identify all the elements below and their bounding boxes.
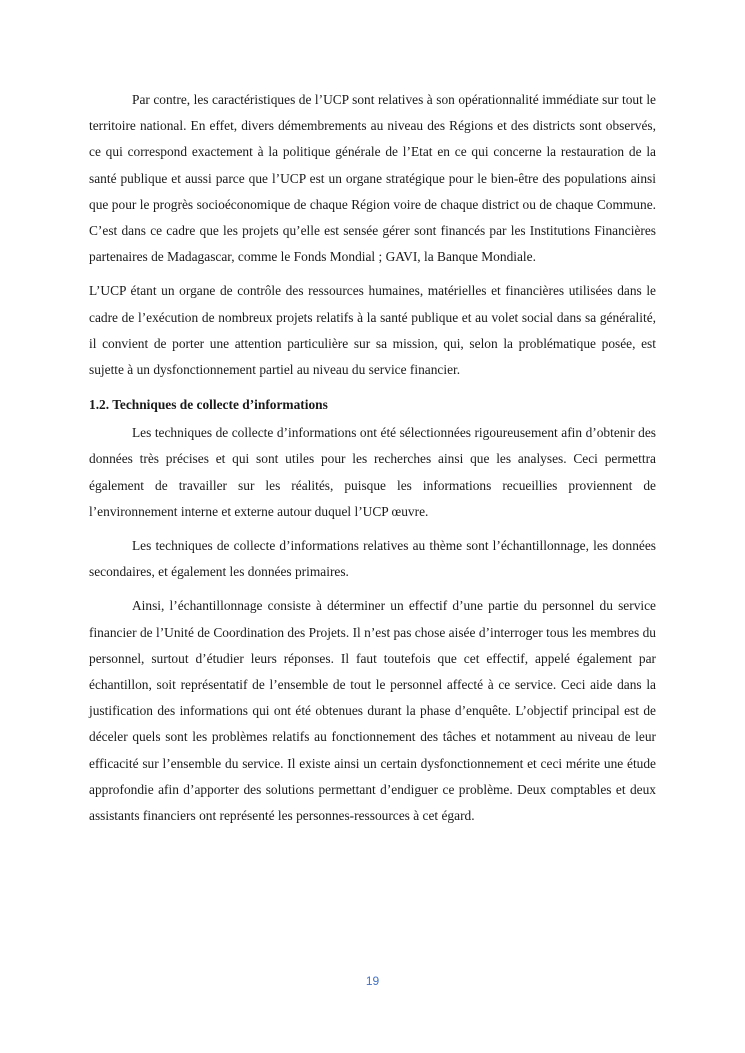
paragraph-techniques-list: Les techniques de collecte d’informations relatives au thème sont l’échantillonnage, les données secondaires, et également les données primaires. xyxy=(89,538,656,580)
page-body xyxy=(89,87,656,829)
paragraph-ucp-control-role: L’UCP étant un organe de contrôle des ressources humaines, matérielles et financières utilisées dans le cadre de l’exécution de nombreux projets relatifs à la santé publique et au volet social dans sa généralité, il convient de porter une attention particulière sur sa mission, qui, selon la problématique posée, est sujette à un dysfonctionnement partiel au niveau du service financier. xyxy=(89,283,656,378)
paragraph-sampling: Ainsi, l’échantillonnage consiste à déterminer un effectif d’une partie du personnel du service financier de l’Unité de Coordination des Projets. Il n’est pas chose aisée d’interroger tous les membres du personnel, surtout d’étudier leurs réponses. Il faut toutefois que cet effectif, appelé également par échantillon, soit représentatif de l’ensemble de tout le personnel affecté à ce service. Ceci aide dans la justification des informations qui ont été obtenues durant la phase d’enquête. L’objectif principal est de déceler quels sont les problèmes relatifs au fonctionnement des tâches et notamment au niveau de leur efficacité sur l’ensemble du service. Il existe ainsi un certain dysfonctionnement et ceci mérite une étude approfondie afin d’apporter des solutions permettant d’endiguer ce problème. Deux comptables et deux assistants financiers ont représenté les personnes-ressources à cet égard. xyxy=(89,598,656,824)
paragraph-ucp-characteristics: Par contre, les caractéristiques de l’UCP sont relatives à son opérationnalité immédiate sur tout le territoire national. En effet, divers démembrements au niveau des Régions et des districts sont observés, ce qui correspond exactement à la politique générale de l’Etat en ce qui concerne la restauration de la santé publique et aussi parce que l’UCP est un organe stratégique pour le bien-être des populations ainsi que pour le progrès socioéconomique de chaque Région voire de chaque district ou de chaque Commune. C’est dans ce cadre que les projets qu’elle est sensée gérer sont financés par les Institutions Financières partenaires de Madagascar, comme le Fonds Mondial ; GAVI, la Banque Mondiale. xyxy=(89,92,656,265)
section-heading: 1.2. Techniques de collecte d’informations xyxy=(89,397,328,413)
page-number: 19 xyxy=(365,974,380,988)
paragraph-collection-techniques: Les techniques de collecte d’informations ont été sélectionnées rigoureusement afin d’obtenir des données très précises et qui sont utiles pour les recherches ainsi que les analyses. Ceci permettra également de travailler sur les réalités, puisque les informations recueillies proviennent de l’environnement interne et externe autour duquel l’UCP œuvre. xyxy=(89,425,656,519)
